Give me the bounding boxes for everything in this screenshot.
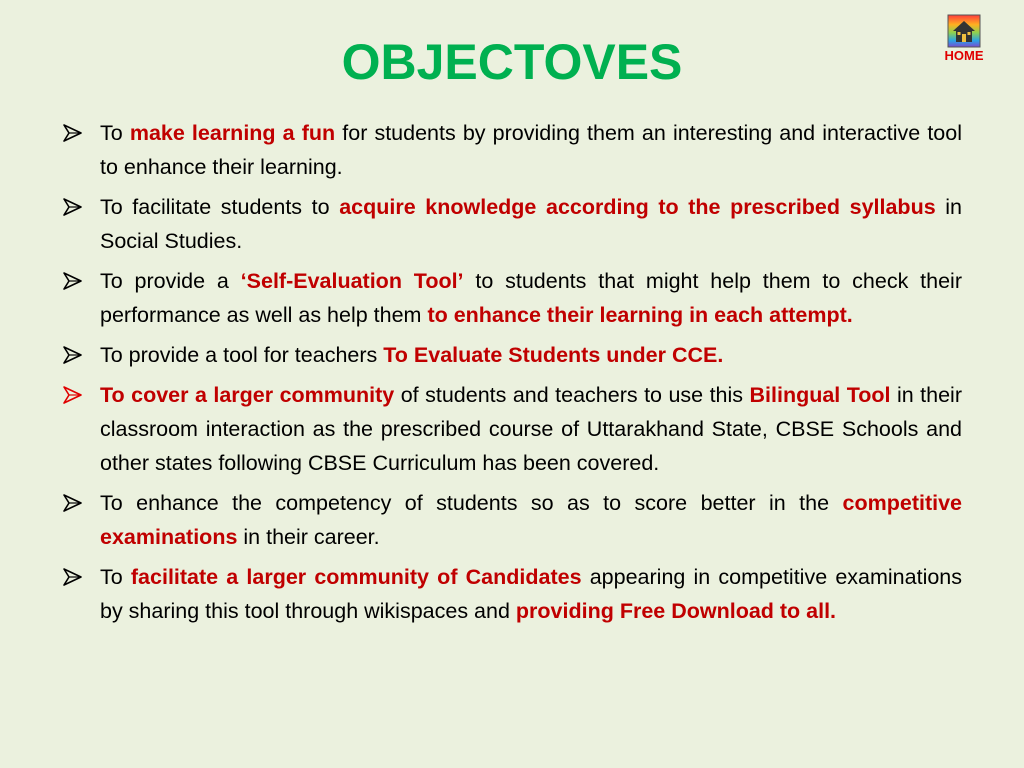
- highlight-text: to enhance their learning in each attempt.: [427, 303, 853, 327]
- home-icon: [947, 14, 981, 48]
- objective-item: [62, 378, 962, 480]
- objectives-list: [62, 116, 962, 634]
- highlight-text: make learning a fun: [129, 121, 336, 145]
- objective-text: in their career.: [237, 525, 380, 549]
- highlight-text: providing Free Download to all.: [515, 599, 837, 623]
- objective-text: to students that might help them to check their performance as well as help them: [100, 269, 962, 327]
- highlight-text: To cover a larger community: [100, 383, 395, 407]
- objective-text: To: [100, 121, 130, 145]
- objective-text: appearing in competitive examinations by sharing this tool through wikispaces and: [100, 565, 963, 623]
- arrow-bullet-icon: [62, 385, 84, 405]
- objective-text: To enhance the competency of students so as to score better in the: [100, 491, 843, 515]
- highlight-text: Bilingual Tool: [749, 383, 891, 407]
- arrow-bullet-icon: [62, 123, 84, 143]
- highlight-text: To Evaluate Students under CCE.: [383, 343, 724, 367]
- highlight-text: facilitate a larger community of Candidates: [130, 565, 582, 589]
- objective-text: of students and teachers to use this: [394, 383, 750, 407]
- arrow-bullet-icon: [62, 567, 84, 587]
- slide-title: OBJECTOVES: [341, 34, 683, 90]
- objective-text: for students by providing them an interesting and interactive tool to enhance their learning.: [100, 121, 962, 179]
- arrow-bullet-icon: [62, 197, 84, 217]
- objective-text: To facilitate students to: [100, 195, 340, 219]
- objective-item: [62, 190, 962, 258]
- highlight-text: competitive examinations: [100, 491, 962, 549]
- objective-item: [62, 486, 962, 554]
- home-label: HOME: [944, 48, 984, 63]
- highlight-text: acquire knowledge according to the prescribed syllabus: [339, 195, 936, 219]
- arrow-bullet-icon: [62, 493, 84, 513]
- arrow-bullet-icon: [62, 345, 84, 365]
- objective-text: To provide a tool for teachers: [100, 343, 384, 367]
- objective-text: in Social Studies.: [100, 195, 962, 253]
- objective-text: To: [100, 565, 131, 589]
- objective-text: To provide a: [100, 269, 241, 293]
- objective-item: [62, 560, 962, 628]
- objective-item: [62, 338, 962, 372]
- objective-item: [62, 264, 962, 332]
- highlight-text: ‘Self-Evaluation Tool’: [240, 269, 464, 293]
- home-button[interactable]: [938, 14, 990, 63]
- objective-text: in their classroom interaction as the prescribed course of Uttarakhand State, CBSE Schools and other states following CBSE Curriculum has been covered.: [100, 383, 962, 475]
- objective-item: [62, 116, 962, 184]
- arrow-bullet-icon: [62, 271, 84, 291]
